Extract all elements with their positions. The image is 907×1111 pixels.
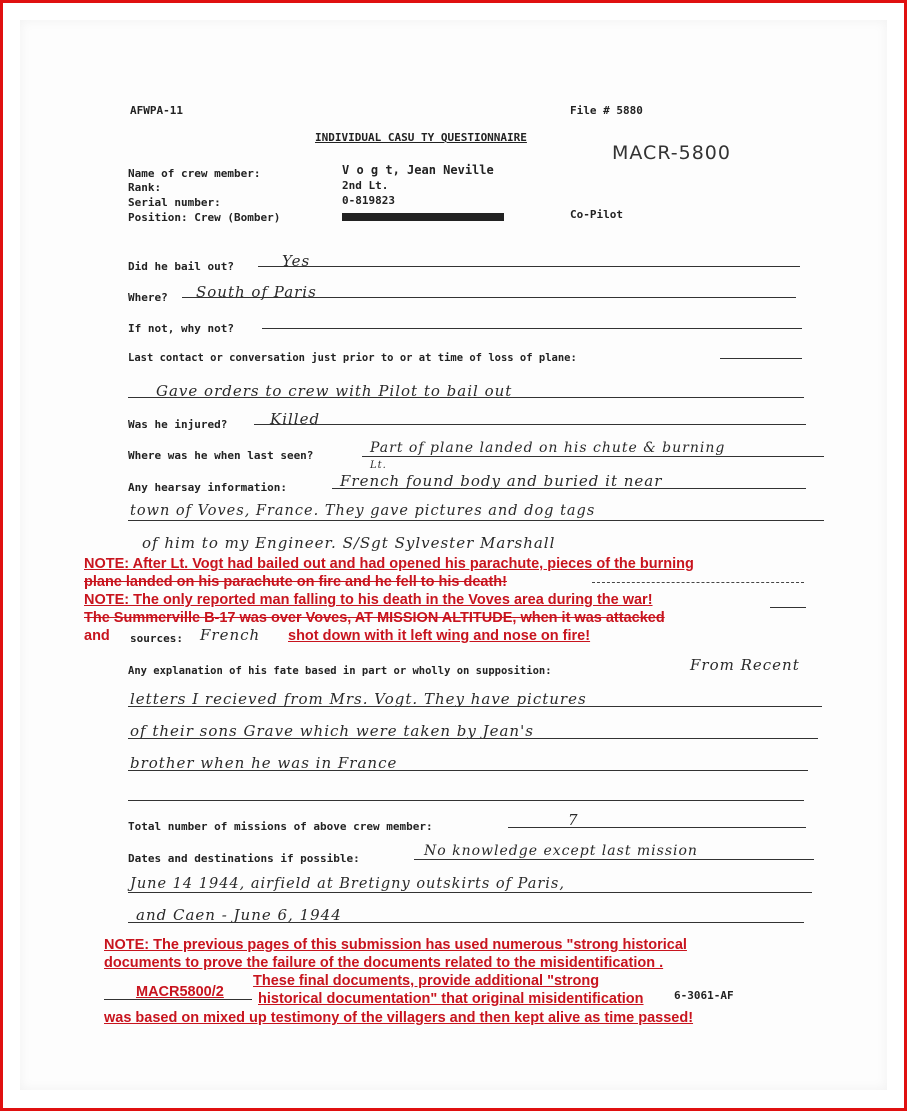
name-value: V o g t, Jean Neville [342,163,494,177]
where-label: Where? [128,291,168,304]
name-label: Name of crew member: [128,167,261,180]
answer-line [104,999,252,1000]
note-3-line2: shot down with it left wing and nose on fire! [288,628,591,644]
note-1-line1: NOTE: After Lt. Vogt had bailed out and had opened his parachute, pieces of the burning [84,556,694,572]
rank-value: 2nd Lt. [342,179,389,192]
hearsay-label: Any hearsay information: [128,481,287,494]
dates-answer-line3: and Caen - June 6, 1944 [136,906,342,924]
lt-insert: Lt. [370,460,387,471]
dates-label: Dates and destinations if possible: [128,852,360,865]
form-footer-code: 6-3061-AF [674,989,734,1002]
note-4-line3: These final documents, provide additional "strong [253,973,600,989]
answer-line [258,266,800,267]
answer-line [128,397,804,398]
dates-answer-line1: No knowledge except last mission [424,843,698,859]
hearsay-answer-line1: French found body and buried it near [340,472,663,490]
macr-handwritten-label: MACR-5800 [612,142,731,164]
bail-out-label: Did he bail out? [128,260,234,273]
answer-line [128,520,824,521]
answer-line [720,358,802,359]
note-4-line4: historical documentation" that original misidentification [258,991,644,1007]
sources-label: sources: [130,632,183,645]
last-seen-label: Where was he when last seen? [128,449,314,462]
injured-answer: Killed [270,410,321,428]
last-contact-answer: Gave orders to crew with Pilot to bail out [156,382,513,400]
position-value: Co-Pilot [570,208,623,221]
rank-label: Rank: [128,181,162,194]
answer-line [508,827,806,828]
answer-line [262,328,802,329]
answer-line [128,706,822,707]
answer-line [592,582,804,583]
and-label: and [84,628,110,644]
answer-line [362,456,824,457]
bail-out-answer: Yes [282,252,311,270]
serial-label: Serial number: [128,196,221,209]
answer-line [254,424,806,425]
note-1-line2: plane landed on his parachute on fire and he fell to his death! [84,574,507,590]
position-label: Position: Crew (Bomber) [128,211,281,224]
answer-line [128,922,804,923]
last-seen-answer: Part of plane landed on his chute & burning [370,440,726,456]
document-title: INDIVIDUAL CASU TY QUESTIONNAIRE [315,131,527,144]
missions-label: Total number of missions of above crew member: [128,820,433,833]
note-4-line5: was based on mixed up testimony of the villagers and then kept alive as time passed! [104,1010,694,1026]
note-4-line2: documents to prove the failure of the documents related to the misidentification . [104,955,664,971]
explanation-answer-line1: From Recent [690,656,800,674]
note-4-line1: NOTE: The previous pages of this submission has used numerous "strong historical [104,937,687,953]
explanation-answer-line4: brother when he was in France [130,754,398,772]
redacted-text-bar [342,213,504,221]
answer-line [332,488,806,489]
file-number: File # 5880 [570,104,643,117]
where-answer: South of Paris [196,283,317,301]
sources-answer: French [200,626,261,644]
hearsay-answer-line2: town of Voves, France. They gave pictures and dog tags [130,503,596,519]
hearsay-answer-line3: of him to my Engineer. S/Sgt Sylvester Marshall [142,534,556,552]
dates-answer-line2: June 14 1944, airfield at Bretigny outskirts of Paris, [130,876,565,892]
last-contact-label: Last contact or conversation just prior to or at time of loss of plane: [128,352,577,364]
answer-line [128,770,808,771]
answer-line [128,800,804,801]
form-code: AFWPA-11 [130,104,183,117]
answer-line [128,738,818,739]
injured-label: Was he injured? [128,418,228,431]
note-4-reference: MACR5800/2 [136,984,224,1000]
note-3-line1: The Summerville B-17 was over Voves, AT MISSION ALTITUDE, when it was attacked [84,610,665,626]
explanation-answer-line2: letters I recieved from Mrs. Vogt. They have pictures [130,690,587,708]
why-not-label: If not, why not? [128,322,234,335]
serial-value: 0-819823 [342,194,395,207]
answer-line [128,892,812,893]
note-2: NOTE: The only reported man falling to his death in the Voves area during the war! [84,592,653,608]
answer-line [414,859,814,860]
answer-line [770,607,806,608]
answer-line [182,297,796,298]
explanation-answer-line3: of their sons Grave which were taken by Jean's [130,722,534,740]
explanation-label: Any explanation of his fate based in part or wholly on supposition: [128,665,552,677]
missions-answer: 7 [568,811,579,829]
